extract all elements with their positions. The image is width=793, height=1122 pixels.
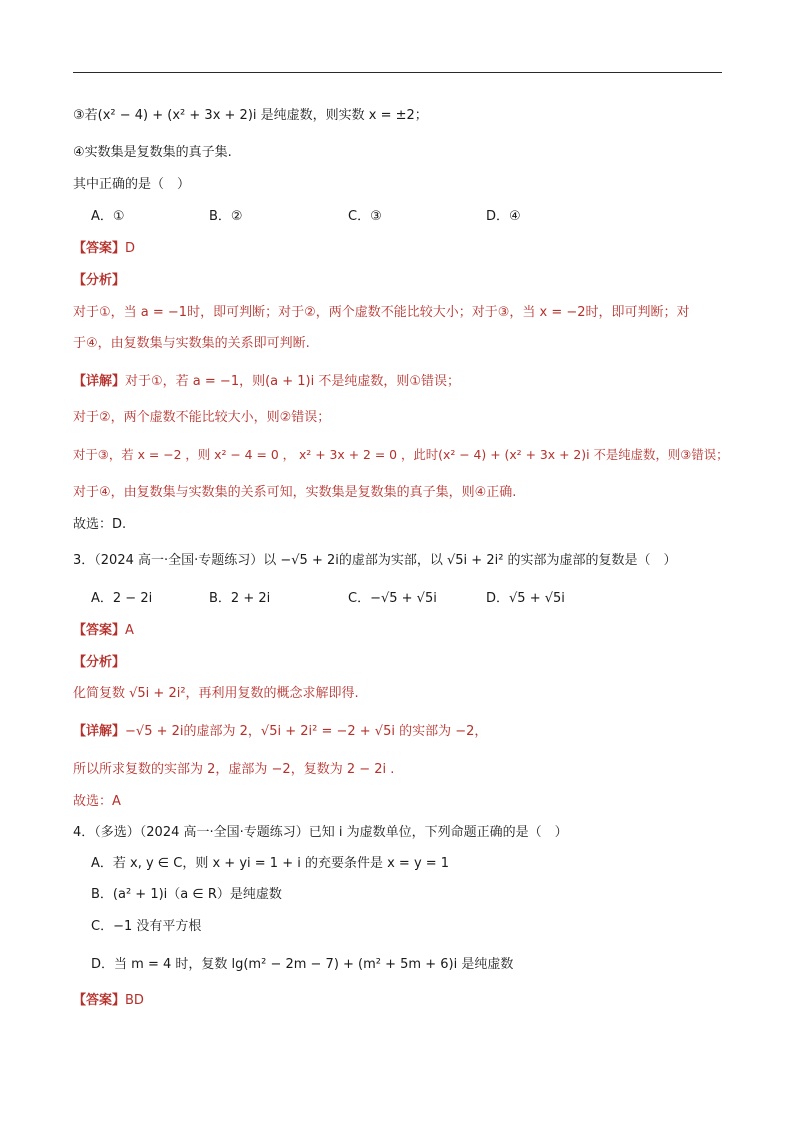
question-3: 3．（2024 高一·全国·专题练习）以 −√5 + 2i的虚部为实部，以 √5i + 2i² 的实部为虚部的复数是（ ） [73,553,677,568]
answer-tag: 【答案】 [73,241,126,256]
detail-line-1: 【详解】对于①，若 a = −1，则(a + 1)i 不是纯虚数，则①错误； [73,374,461,389]
analysis-text-1: 对于①，当 a = −1时，即可判断；对于②，两个虚数不能比较大小；对于③，当 x = −2时，即可判断；对 [73,305,690,320]
option-a: A．① [91,209,125,224]
detail-line-3: 对于③，若 x = −2 ，则 x² − 4 = 0 ， x² + 3x + 2 = 0 ，此时(x² − 4) + (x² + 3x + 2)i 不是纯虚数，则③错误； [73,447,729,462]
q4-answer-line: 【答案】BD [73,993,144,1008]
option-c: C．③ [348,209,382,224]
detail-tag: 【详解】 [73,374,126,389]
q3-option-a: A．2 − 2i [91,591,153,606]
q3-option-b: B．2 + 2i [209,591,271,606]
q4-option-d: D．当 m = 4 时，复数 lg(m² − 2m − 7) + (m² + 5m + 6)i 是纯虚数 [91,957,514,972]
answer-line [73,240,135,258]
statement-3: ③若(x² − 4) + (x² + 3x + 2)i 是纯虚数，则实数 x = ±2； [73,108,428,123]
q4-option-a: A．若 x, y ∈ C，则 x + yi = 1 + i 的充要条件是 x = y = 1 [91,856,450,871]
detail-line-2: 对于②，两个虚数不能比较大小，则②错误； [73,410,331,425]
q4-option-b: B．(a² + 1)i（a ∈ R）是纯虚数 [91,887,282,902]
analysis-tag: 【分析】 [73,273,126,288]
q3-detail-line-1: 【详解】−√5 + 2i的虚部为 2，√5i + 2i² = −2 + √5i 的实部为 −2， [73,724,488,739]
statement-4: ④实数集是复数集的真子集. [73,145,232,160]
question-prompt: 其中正确的是（ ） [73,177,191,192]
analysis-text-2: 于④，由复数集与实数集的关系即可判断. [73,336,310,351]
question-4: 4．（多选）（2024 高一·全国·专题练习）已知 i 为虚数单位，下列命题正确的是（ ） [73,825,568,840]
option-b: B．② [209,209,243,224]
q3-option-c: C．−√5 + √5i [348,591,437,606]
header-rule [73,72,722,73]
q3-choose-line: 故选：A [73,794,121,809]
q3-answer-line: 【答案】A [73,623,134,638]
q3-detail-line-2: 所以所求复数的实部为 2，虚部为 −2，复数为 2 − 2i . [73,762,395,777]
q3-analysis-tag: 【分析】 [73,655,126,670]
choose-line: 故选：D. [73,517,127,532]
q3-analysis-text: 化简复数 √5i + 2i²，再利用复数的概念求解即得. [73,686,359,701]
q4-option-c: C．−1 没有平方根 [91,919,202,934]
detail-line-4: 对于④，由复数集与实数集的关系可知，实数集是复数集的真子集，则④正确. [73,485,517,500]
q3-option-d: D．√5 + √5i [486,591,565,606]
answer-value: D [125,241,136,256]
option-d: D．④ [486,209,521,224]
